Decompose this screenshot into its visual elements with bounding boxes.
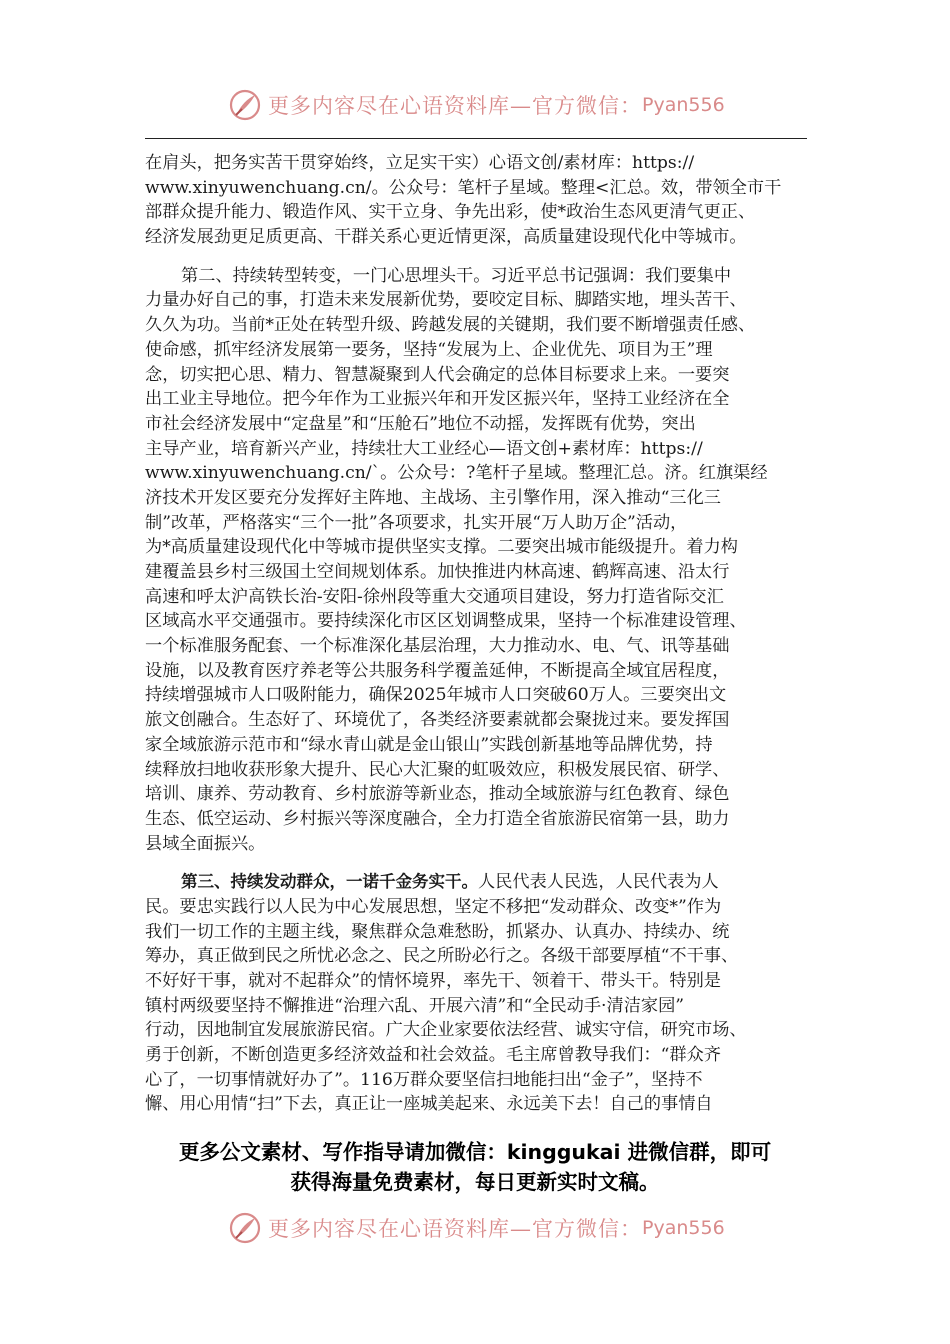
- paragraph-1: [145, 151, 809, 250]
- text-line: 制”改革，严格落实“三个一批”各项要求，扎实开展“万人助万企”活动，: [145, 512, 688, 533]
- text-line: 念，切实把心思、精力、智慧凝聚到人代会确定的总体目标要求上来。一要突: [145, 364, 730, 385]
- text-line: 旅文创融合。生态好了、环境优了，各类经济要素就都会聚拢过来。要发挥国: [145, 710, 730, 731]
- text-line: 久久为功。当前*正处在转型升级、跨越发展的关键期，我们要不断增强责任感、: [145, 315, 756, 336]
- paragraph-3: [145, 870, 809, 1117]
- feather-pen-icon: [228, 1211, 262, 1245]
- text-line: 我们一切工作的主题主线，聚焦群众急难愁盼，抓紧办、认真办、持续办、统: [145, 921, 730, 942]
- text-line: 培训、康养、劳动教育、乡村旅游等新业态，推动全域旅游与红色教育、绿色: [145, 784, 730, 805]
- text-line: 使命感，抓牢经济发展第一要务，坚持“发展为上、企业优先、项目为王”理: [145, 339, 713, 360]
- text-line: 生态、低空运动、乡村振兴等深度融合，全力打造全省旅游民宿第一县，助力: [145, 808, 730, 829]
- text-line: 懈、用心用情“扫”下去，真正让一座城美起来、永远美下去！自己的事情自: [145, 1094, 713, 1115]
- text-line: 心了，一切事情就好办了”。116万群众要坚信扫地能扫出“金子”，坚持不: [145, 1069, 703, 1090]
- text-line: 不好好干事，就对不起群众”的情怀境界，率先干、领着干、带头干。特别是: [145, 971, 721, 991]
- header-watermark-banner: [228, 85, 725, 125]
- promo-line-2: 获得海量免费素材，每日更新实时文稿。: [290, 1170, 660, 1194]
- text-line: 镇村两级要坚持不懈推进“治理六乱、开展六清”和“全民动手·清洁家园”: [145, 995, 685, 1016]
- text-line: 设施，以及教育医疗养老等公共服务科学覆盖延伸，不断提高全域宜居程度，: [145, 660, 730, 681]
- text-line: 民。要忠实践行以人民为中心发展思想，坚定不移把“发动群众、改变*”作为: [145, 896, 722, 917]
- text-line: 部群众提升能力、锻造作风、实干立身、争先出彩，使*政治生态风更清气更正、: [145, 202, 756, 223]
- promo-line-1: 更多公文素材、写作指导请加微信：kinggukai 进微信群，即可: [178, 1140, 772, 1164]
- text-line: 力量办好自己的事，打造未来发展新优势，要咬定目标、脚踏实地，埋头苦干、: [145, 290, 747, 311]
- header-divider: [145, 138, 807, 139]
- text-line: 在肩头，把务实苦干贯穿始终，立足实干实）心语文创/素材库：https://: [145, 153, 695, 173]
- footer-watermark-banner: [228, 1208, 725, 1248]
- text-line: 持续增强城市人口吸附能力，确保2025年城市人口突破60万人。三要突出文: [145, 685, 727, 706]
- text-line: 行动，因地制宜发展旅游民宿。广大企业家要依法经营、诚实守信，研究市场、: [145, 1020, 747, 1041]
- section-heading: 第三、持续发动群众，一诺千金务实干。: [181, 872, 478, 892]
- text-line: 济技术开发区要充分发挥好主阵地、主战场、主引擎作用，深入推动“三化三: [145, 487, 721, 508]
- text-span: 人民代表人民选，人民代表为人: [478, 872, 719, 893]
- text-line: www.xinyuwenchuang.cn/`。公众号：?笔杆子星域。整理汇总。济。红旗渠经: [145, 463, 768, 484]
- text-line: 出工业主导地位。把今年作为工业振兴年和开发区振兴年，坚持工业经济在全: [145, 389, 730, 410]
- text-line: 一个标准服务配套、一个标准深化基层治理，大力推动水、电、气、讯等基础: [145, 636, 730, 657]
- document-body: [145, 151, 809, 1117]
- paragraph-2: [145, 264, 809, 857]
- text-line: 市社会经济发展中“定盘星”和“压舱石”地位不动摇，发挥既有优势，突出: [145, 413, 696, 434]
- text-line: 续释放扫地收获形象大提升、民心大汇聚的虹吸效应，积极发展民宿、研学、: [145, 759, 730, 780]
- text-line: 建覆盖县乡村三级国土空间规划体系。加快推进内林高速、鹤辉高速、沿太行: [145, 562, 730, 582]
- text-line: 勇于创新，不断创造更多经济效益和社会效益。毛主席曾教导我们：“群众齐: [145, 1045, 721, 1066]
- text-line: 主导产业，培育新兴产业，持续壮大工业经心—语文创+素材库：https://: [145, 438, 703, 459]
- feather-pen-icon: [228, 88, 262, 122]
- text-line: 家全域旅游示范市和“绿水青山就是金山银山”实践创新基地等品牌优势，持: [145, 734, 713, 755]
- text-line: 高速和呼太沪高铁长治-安阳-徐州段等重大交通项目建设，努力打造省际交汇: [145, 586, 724, 607]
- text-line: www.xinyuwenchuang.cn/。公众号：笔杆子星域。整理<汇总。效，带领全市干: [145, 177, 782, 198]
- text-line: 为*高质量建设现代化中等城市提供坚实支撑。二要突出城市能级提升。着力构: [145, 537, 738, 558]
- text-line: 区域高水平交通强市。要持续深化市区区划调整成果，坚持一个标准建设管理、: [145, 611, 747, 632]
- text-line: 第二、持续转型转变，一门心思埋头干。习近平总书记强调：我们要集中: [181, 265, 732, 286]
- watermark-site-text: 更多内容尽在心语资料库—官方微信：: [268, 1217, 642, 1241]
- watermark-wechat-id: Pyan556: [642, 94, 725, 116]
- watermark-site-text: 更多内容尽在心语资料库—官方微信：: [268, 94, 642, 118]
- text-line: 筹办，真正做到民之所忧必念之、民之所盼必行之。各级干部要厚植“不干事、: [145, 946, 739, 967]
- text-line: 经济发展劲更足质更高、干群关系心更近情更深，高质量建设现代化中等城市。: [145, 227, 747, 248]
- text-line-with-heading: [145, 870, 809, 895]
- watermark-wechat-id: Pyan556: [642, 1217, 725, 1239]
- text-line: 县域全面振兴。: [145, 833, 266, 854]
